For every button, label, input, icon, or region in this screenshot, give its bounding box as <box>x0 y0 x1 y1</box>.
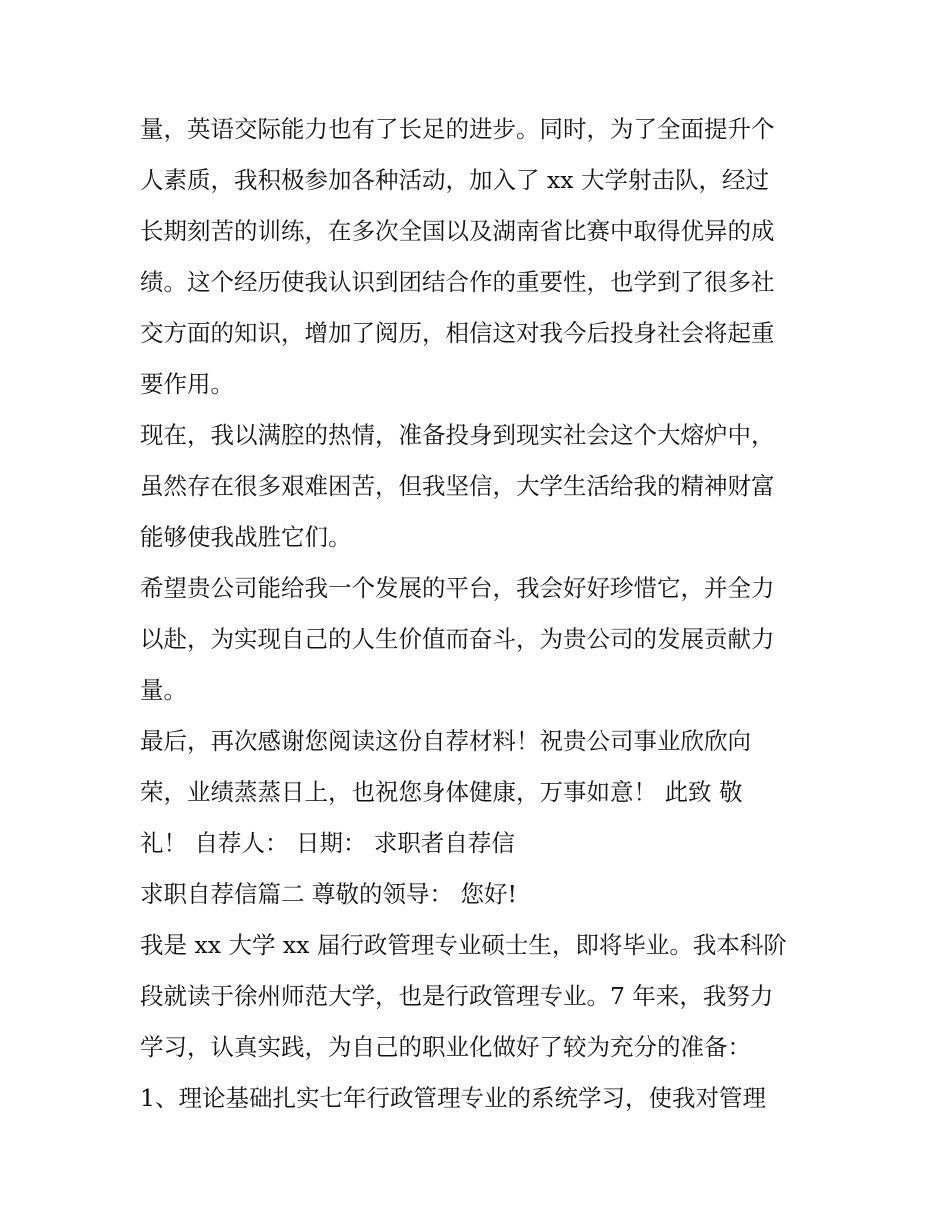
text-line: 礼！ 自荐人： 日期： 求职者自荐信 <box>140 829 515 857</box>
text-line: 荣，业绩蒸蒸日上，也祝您身体健康，万事如意！ 此致 敬 <box>140 778 743 806</box>
text-line: 绩。这个经历使我认识到团结合作的重要性，也学到了很多社 <box>140 268 775 296</box>
text-line: 要作用。 <box>140 370 234 398</box>
document-body <box>140 104 820 1124</box>
text-line: 以赴，为实现自己的人生价值而奋斗，为贵公司的发展贡献力 <box>140 625 775 653</box>
text-line: 能够使我战胜它们。 <box>140 523 352 551</box>
text-line: 现在，我以满腔的热情，准备投身到现实社会这个大熔炉中， <box>140 421 775 449</box>
text-line: 学习，认真实践，为自己的职业化做好了较为充分的准备： <box>140 1033 751 1061</box>
text-line: 最后，再次感谢您阅读这份自荐材料！祝贵公司事业欣欣向 <box>140 727 751 755</box>
text-line: 量。 <box>140 676 187 704</box>
text-line: 虽然存在很多艰难困苦，但我坚信，大学生活给我的精神财富 <box>140 472 775 500</box>
text-line: 段就读于徐州师范大学，也是行政管理专业。7 年来，我努力 <box>140 982 774 1010</box>
text-line: 1、理论基础扎实七年行政管理专业的系统学习，使我对管理 <box>140 1084 766 1112</box>
text-line: 量，英语交际能力也有了长足的进步。同时，为了全面提升个 <box>140 115 775 143</box>
text-line: 长期刻苦的训练，在多次全国以及湖南省比赛中取得优异的成 <box>140 217 775 245</box>
text-line: 希望贵公司能给我一个发展的平台，我会好好珍惜它，并全力 <box>140 574 775 602</box>
text-line: 人素质，我积极参加各种活动，加入了 xx 大学射击队，经过 <box>140 166 769 194</box>
text-line: 交方面的知识，增加了阅历，相信这对我今后投身社会将起重 <box>140 319 775 347</box>
text-line: 我是 xx 大学 xx 届行政管理专业硕士生，即将毕业。我本科阶 <box>140 931 787 959</box>
text-line: 求职自荐信篇二 尊敬的领导： 您好! <box>140 880 517 908</box>
